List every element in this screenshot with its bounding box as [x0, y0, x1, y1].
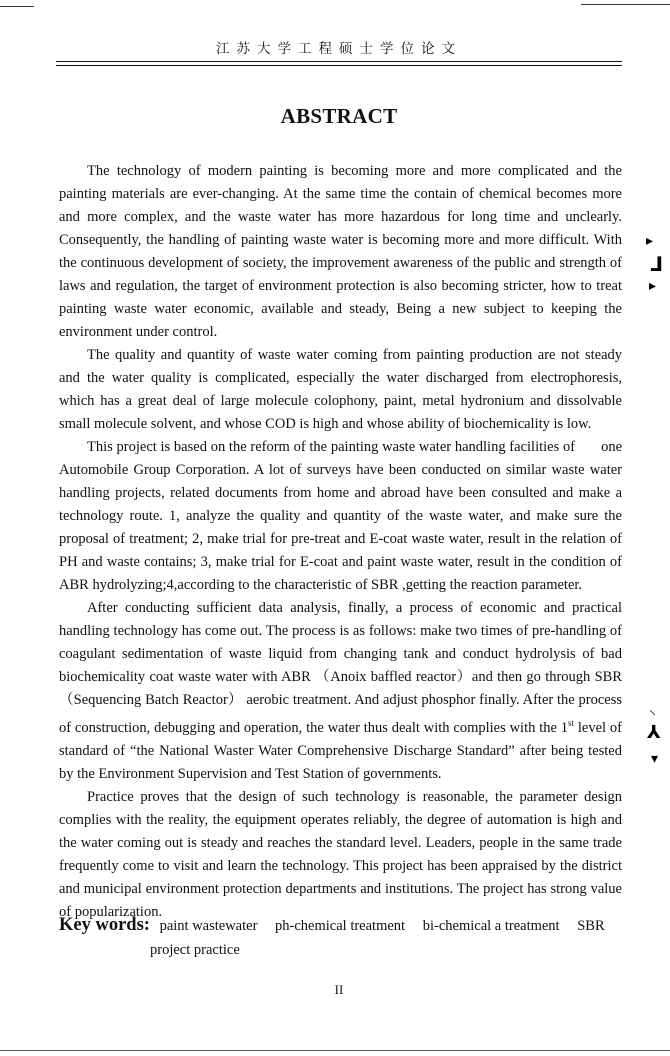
paragraph-1: The technology of modern painting is becoming more and more complicated and the painting materials are ever-changing. At the same time the contain of chemical becomes more and more complex, and the waste water has more hazardous for long time and unclearly. Consequently, the handling of painting waste water is becoming more and more difficult. With the continuous development of society, the improvement awareness of the public and strength of laws and regulation, the target of environment protection is also becoming stricter, how to treat painting waste water economic, available and steady, Being a new subject to keeping the environment under control. — [59, 163, 622, 340]
keyword-term: bi-chemical a treatment — [422, 918, 560, 934]
paragraph-3 — [59, 436, 622, 597]
paragraph-3-part-2: one Automobile Group Corporation. A lot of surveys have been conducted on similar waste water handling projects, related documents from home and abroad have been consulted and make a technology route. 1, analyze the quality and quantity of the waste water, and make sure the proposal of treatment; 2, make trial for pre-treat and E-coat waste water, result in the relation of PH and waste contains; 3, make trial for E-coat and paint waste water, result in the condition of ABR hydrolyzing;4,according to the characteristic of SBR ,getting the reaction parameter. — [59, 439, 622, 593]
keyword-term: paint wastewater — [159, 918, 258, 934]
keywords-block — [59, 914, 622, 961]
margin-scan-mark: ▸ — [649, 278, 657, 294]
margin-scan-mark: ⅄ — [647, 722, 661, 743]
margin-scan-mark: ⅃ — [650, 252, 663, 276]
header-rule-thick — [56, 61, 622, 62]
paragraph-4-part-1: After conducting sufficient data analysis, finally, a process of economic and practical handling technology has come out. The process is as follows: make two times of pre-handling of coagulant sedimentation of waste liquid from changing tank and conduct hydrolysis of bad biochemicality coat waste water with ABR （Anoix baffled reactor）and then go through SBR（Sequencing Batch Reactor） aerobic treatment. And adjust phosphor finally. After the process of construction, debugging and operation, the water thus dealt with complies with the 1 — [59, 600, 622, 736]
abstract-title: ABSTRACT — [280, 104, 398, 128]
keywords-label: Key words: — [59, 915, 150, 935]
keyword-term: ph-chemical treatment — [275, 918, 406, 934]
paragraph-3-part-1: This project is based on the reform of the painting waste water handling facilities of — [87, 439, 576, 455]
keyword-term: project practice — [150, 942, 240, 958]
paragraph-5: Practice proves that the design of such technology is reasonable, the parameter design complies with the reality, the equipment operates reliably, the degree of automation is high and the water coming out is steady and reaches the standard level. Leaders, people in the same trade frequently come to visit and learn the technology. This project has been appraised by the district and municipal environment protection departments and institutions. The project has strong value of popularization. — [59, 788, 622, 920]
scan-edge-top-left — [0, 6, 34, 7]
scan-edge-bottom — [0, 1050, 670, 1051]
paragraph-4-part-2: level of standard of “the National Waster Water Comprehensive Discharge Standard” after being tested by the Environment Supervision and Test Station of governments. — [59, 719, 622, 782]
margin-scan-mark: ▾ — [651, 751, 659, 767]
paragraph-2: The quality and quantity of waste water coming from painting production are not steady and the water quality is complicated, especially the water discharged from electrophoresis, which has a great deal of large molecule colophony, paint, metal hydronium and dissolvable small molecule solvent, and whose COD is high and whose ability of biochemicality is low. — [59, 347, 622, 432]
keyword-term: SBR — [577, 918, 605, 934]
page-number: II — [334, 982, 344, 997]
scan-edge-top-right — [581, 4, 670, 5]
margin-scan-mark: ▸ — [646, 233, 654, 249]
ordinal-suffix: st — [568, 718, 575, 728]
header-rule-thin — [56, 65, 622, 66]
paragraph-4 — [59, 597, 622, 786]
running-header: 江苏大学工程硕士学位论文 — [216, 41, 462, 57]
margin-scan-mark: ⸌ — [649, 708, 656, 724]
abstract-body — [59, 160, 622, 924]
